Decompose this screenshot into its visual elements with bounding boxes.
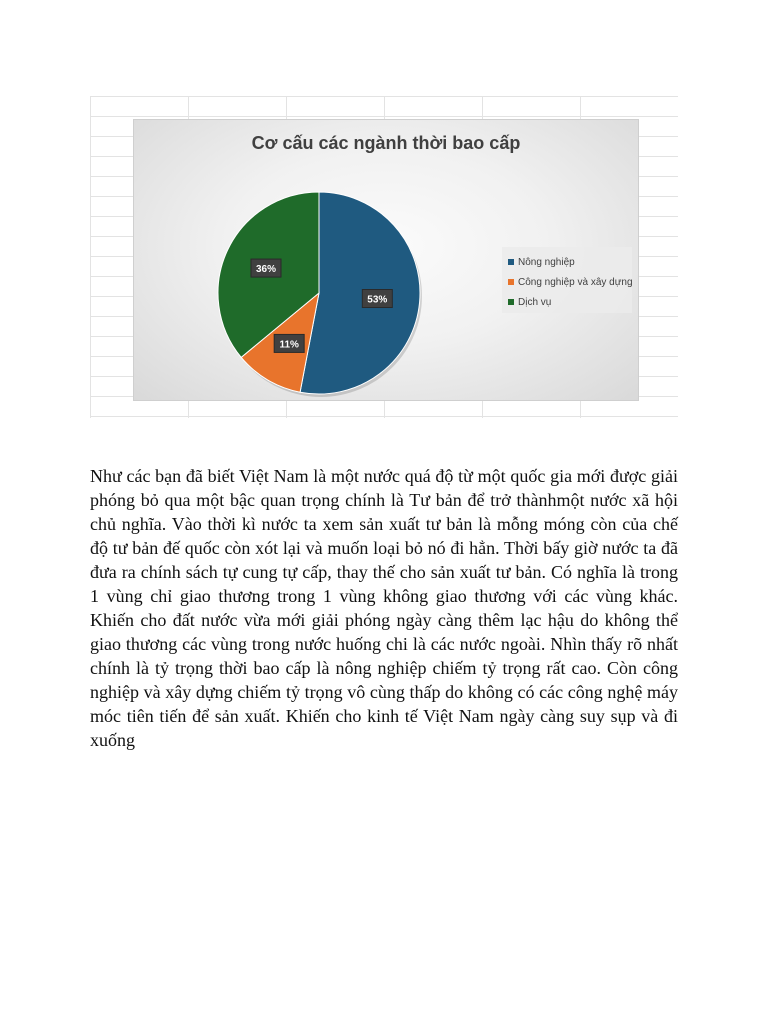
pie-data-label-text-2: 36% xyxy=(255,264,277,276)
pie-data-label-text-1: 11% xyxy=(279,339,299,351)
legend-item-0 xyxy=(508,252,632,272)
pie-chart xyxy=(133,119,639,401)
pie-data-label-1 xyxy=(274,334,304,352)
chart-title: Cơ cấu các ngành thời bao cấp xyxy=(251,133,521,153)
pie-data-label-0 xyxy=(362,290,392,308)
pie-data-label-text-0: 53% xyxy=(367,294,388,306)
legend-item-2 xyxy=(508,292,632,312)
legend-swatch-2 xyxy=(508,299,514,305)
chart-legend xyxy=(502,247,632,313)
legend-label-1: Công nghiệp và xây dựng xyxy=(518,276,633,288)
pie-data-label-2 xyxy=(251,259,281,277)
legend-item-1 xyxy=(508,272,632,292)
legend-label-0: Nông nghiệp xyxy=(518,256,575,268)
legend-swatch-1 xyxy=(508,279,514,285)
body-paragraph: Như các bạn đã biết Việt Nam là một nước quá độ từ một quốc gia mới được giải phóng bỏ qua một bậc quan trọng chính là Tư bản để trở thànhmột nước xã hội chủ nghĩa. Vào thời kì nước ta xem sản xuất tư bản là mỗng móng còn của chế độ tư bản đế quốc còn xót lại và muốn loại bỏ nó đi hẳn. Thời bấy giờ nước ta đã đưa ra chính sách tự cung tự cấp, thay thế cho sản xuất tư bản. Có nghĩa là trong 1 vùng chỉ giao thương trong 1 vùng không giao thương với các vùng khác. Khiến cho đất nước vừa mới giải phóng ngày càng thêm lạc hậu do không thể giao thương các vùng trong nước huống chi là các nước ngoài. Nhìn thấy rõ nhất chính là tỷ trọng thời bao cấp là nông nghiệp chiếm tỷ trọng rất cao. Còn công nghiệp và xây dựng chiếm tỷ trọng vô cùng thấp do không có các công nghệ máy móc tiên tiến để sản xuất. Khiến cho kinh tế Việt Nam ngày càng suy sụp và đi xuống xyxy=(90,466,678,750)
legend-swatch-0 xyxy=(508,259,514,265)
legend-label-2: Dịch vụ xyxy=(518,296,552,308)
